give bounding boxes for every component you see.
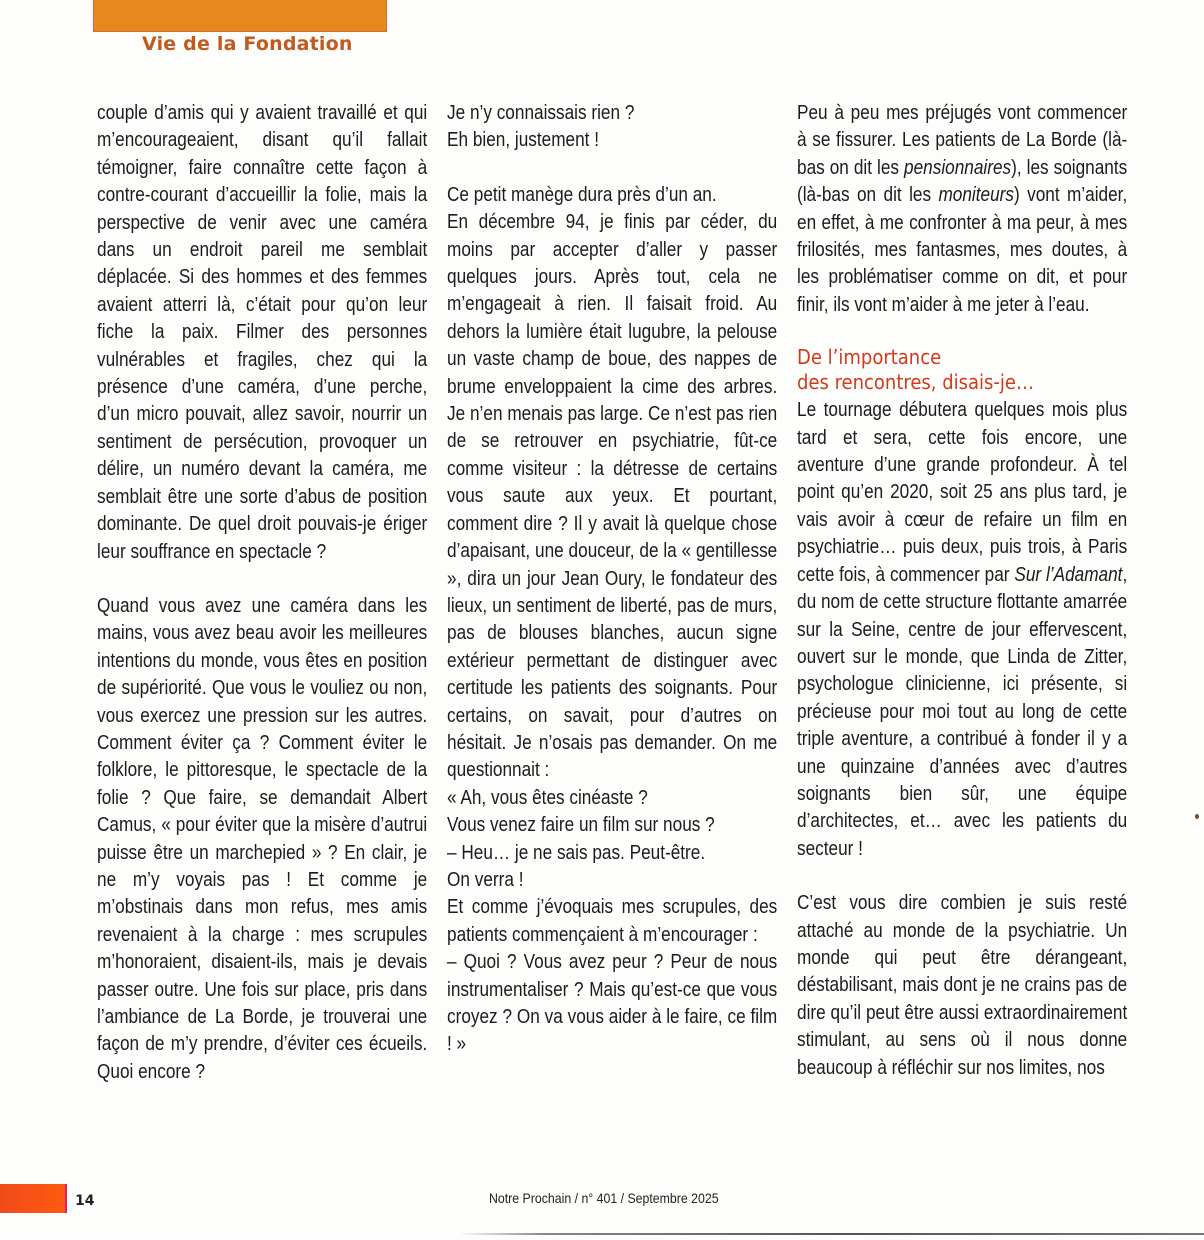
text-run: Peu à peu mes préjugés vont commencer à se fissurer. Les patients de La Borde (là-bas on dit les <box>797 102 1128 179</box>
dialogue-line: On verra ! <box>447 868 524 891</box>
text-column-2 <box>447 100 777 1059</box>
text-run: ), les soignants (là-bas on dit les <box>797 156 1128 207</box>
paragraph: En décembre 94, je finis par céder, du moins par accepter d’aller y passer quelques jours. Après tout, cela ne m’engageait à rien. Il faisait froid. Au dehors la lumière était lugubre, la pelouse un vaste champ de boue, des nappes de brume enveloppaient la cime des arbres. Je n’en menais pas large. Ce n’est pas rien de se retrouver en psychiatrie, fût-ce comme visiteur : la détresse de certains vous saute aux yeux. Et pourtant, comment dire ? Il y avait là quelque chose d’apaisant, une douceur, de la « gentillesse », dira un jour Jean Oury, le fondateur des lieux, un sentiment de liberté, pas de murs, pas de blouses blanches, aucun signe extérieur permettant de distinguer avec certitude les patients des soignants. Pour certains, on savait, pour d’autres on hésitait. Je n’osais pas demander. On me questionnait : <box>447 211 778 782</box>
subheading-line: De l’importance <box>797 345 942 370</box>
italic-term: moniteurs <box>938 184 1014 207</box>
italic-term: pensionnaires <box>904 156 1012 179</box>
text-run: Le tournage débutera quelques mois plus tard et sera, cette fois encore, une aventure d’une grande profondeur. À tel point qu’en 2020, soit 25 ans plus tard, je vais avoir à cœur de refaire un film en psychiatrie… puis deux, puis trois, à Paris cette fois, à commencer par <box>797 399 1128 586</box>
paragraph: Eh bien, justement ! <box>447 129 600 152</box>
paragraph: Je n’y connaissais rien ? <box>447 102 635 124</box>
paragraph: C’est vous dire combien je suis resté attaché au monde de la psychiatrie. Un monde qui peut être dérangeant, déstabilisant, mais dont je ne crains pas de dire qu’il peut être aussi extraordinairement stimulant, au sens où il nous donne beaucoup à réfléchir sur nos limites, nos <box>797 892 1128 1079</box>
page-number: 14 <box>75 1193 95 1209</box>
paragraph: Ce petit manège dura près d’un an. <box>447 183 717 206</box>
dialogue-line: « Ah, vous êtes cinéaste ? <box>447 786 648 809</box>
text-column-3 <box>797 100 1127 1082</box>
text-column-1 <box>97 100 427 1086</box>
dialogue-line: – Quoi ? Vous avez peur ? Peur de nous instrumentaliser ? Mais qu’est-ce que vous croyez ? On va vous aider à le faire, ce film ! » <box>447 951 778 1056</box>
text-run: , du nom de cette structure flottante amarrée sur la Seine, centre de jour effervescent, ouvert sur le monde, que Linda de Zitter, psychologue clinicienne, ici présente, si précieuse pour moi tout au long de cette triple aventure, a contribué à fonder il y a une quinzaine d’années avec d’autres soignants bien sûr, une équipe d’architectes, et… avec les patients du secteur ! <box>797 563 1128 860</box>
paragraph <box>797 397 1127 863</box>
paragraph <box>797 100 1127 319</box>
page-edge-rule <box>0 1233 1204 1235</box>
paragraph: Et comme j’évoquais mes scrupules, des patients commençaient à m’encourager : <box>447 896 778 946</box>
paragraph: Quand vous avez une caméra dans les mains, vous avez beau avoir les meilleures intentions du monde, vous êtes en position de supériorité. Que vous le vouliez ou non, vous exercez une pression sur les autres. Comment éviter ça ? Comment éviter le folklore, le pittoresque, le spectacle de la folie ? Que faire, se demandait Albert Camus, « pour éviter que la misère d’autrui puisse être un marchepied » ? En clair, je ne m’y voyais pas ! Et comme je m’obstinais dans mon refus, mes amis revenaient à la charge : mes scrupules m’honoraient, disaient-ils, mais je devais passer outre. Une fois sur place, pris dans l’ambiance de La Borde, je trouverai une façon de m’y prendre, d’éviter ces écueils. Quoi encore ? <box>97 594 428 1083</box>
page-tab <box>0 1184 67 1213</box>
film-title: Sur l’Adamant <box>1014 563 1123 586</box>
scan-speck <box>1195 814 1199 819</box>
dialogue-line: Vous venez faire un film sur nous ? <box>447 814 715 837</box>
dialogue-line: – Heu… je ne sais pas. Peut-être. <box>447 841 706 864</box>
publication-footer: Notre Prochain / n° 401 / Septembre 2025 <box>489 1190 719 1206</box>
subheading <box>797 345 1127 395</box>
subheading-line: des rencontres, disais-je… <box>797 370 1034 395</box>
section-label: Vie de la Fondation <box>142 33 353 55</box>
section-color-bar <box>93 0 387 32</box>
text-run: ) vont m’aider, en effet, à me confronter à ma peur, à mes frilosités, mes fantasmes, mes doutes, à les problématiser comme on dit, et pour finir, ils vont m’aider à me jeter à l’eau. <box>797 184 1128 316</box>
paragraph: couple d’amis qui y avaient travaillé et qui m’encourageaient, disant qu’il fallait témoigner, faire connaître cette façon à contre-courant d’accueillir la folie, mais la perspective de venir avec une caméra dans un endroit pareil me semblait déplacée. Si des hommes et des femmes avaient atterri là, c’était pour qu’on leur fiche la paix. Filmer des personnes vulnérables et fragiles, chez qui la présence d’une caméra, d’une perche, d’un micro pouvait, allez savoir, nourrir un sentiment de persécution, provoquer un délire, un numéro devant la caméra, me semblait être une sorte d’abus de position dominante. De quel droit pouvais-je ériger leur souffrance en spectacle ? <box>97 102 428 563</box>
